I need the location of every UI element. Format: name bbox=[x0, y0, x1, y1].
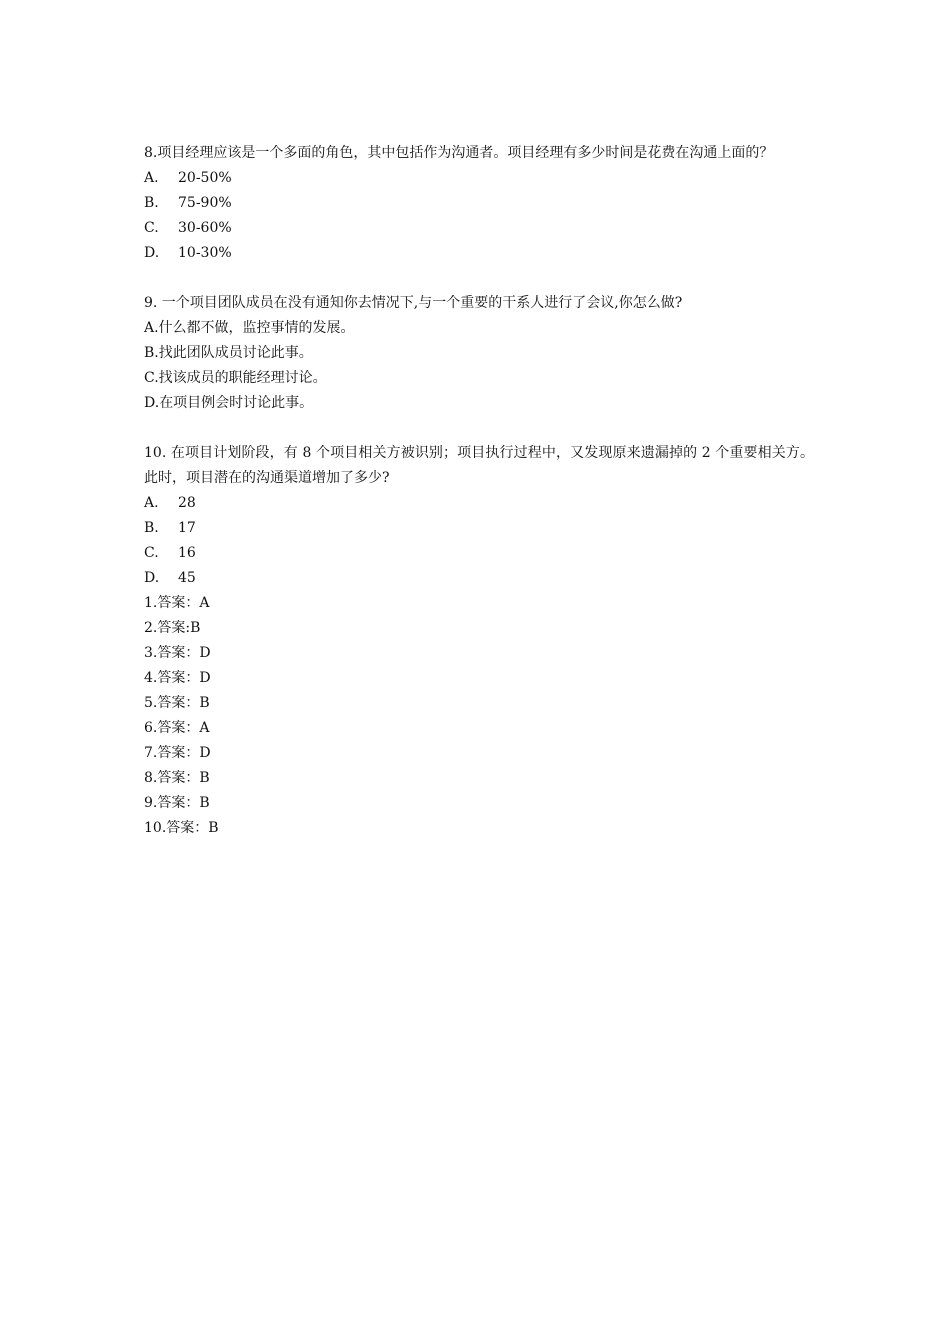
answer-item: 4.答案：D bbox=[144, 670, 211, 686]
answer-item: 10.答案：B bbox=[144, 820, 219, 836]
spacer bbox=[144, 416, 814, 441]
question-stem: 8.项目经理应该是一个多面的角色，其中包括作为沟通者。项目经理有多少时间是花费在沟通上面的？ bbox=[144, 145, 774, 161]
option-a bbox=[144, 316, 814, 341]
option-c bbox=[144, 541, 814, 566]
option-letter: C. bbox=[144, 220, 159, 236]
answer-item: 6.答案：A bbox=[144, 720, 210, 736]
answer-item: 3.答案：D bbox=[144, 645, 211, 661]
question-9 bbox=[144, 291, 814, 416]
option-d bbox=[144, 391, 814, 416]
answer-item: 9.答案：B bbox=[144, 795, 210, 811]
option-d bbox=[144, 241, 814, 266]
option-text: 17 bbox=[178, 520, 196, 536]
option-letter: A. bbox=[144, 170, 159, 186]
option-letter: A. bbox=[144, 495, 159, 511]
option-text: 30-60% bbox=[178, 220, 232, 236]
option-d bbox=[144, 566, 814, 591]
option-text: 16 bbox=[178, 545, 196, 561]
option-c bbox=[144, 216, 814, 241]
option-letter: D. bbox=[144, 245, 160, 261]
question-10 bbox=[144, 441, 814, 591]
question-stem: 10. 在项目计划阶段，有 8 个项目相关方被识别；项目执行过程中，又发现原来遗漏掉的 2 个重要相关方。此时，项目潜在的沟通渠道增加了多少? bbox=[144, 445, 814, 486]
option-text: 28 bbox=[178, 495, 196, 511]
option-letter: C. bbox=[144, 545, 159, 561]
option-c bbox=[144, 366, 814, 391]
option-b bbox=[144, 341, 814, 366]
answer-item: 1.答案：A bbox=[144, 595, 210, 611]
option-letter: B. bbox=[144, 520, 159, 536]
option-letter: D. bbox=[144, 395, 160, 411]
option-letter: B. bbox=[144, 195, 159, 211]
option-a bbox=[144, 491, 814, 516]
answer-item: 5.答案：B bbox=[144, 695, 210, 711]
document-page bbox=[144, 141, 814, 841]
answer-item: 2.答案:B bbox=[144, 620, 201, 636]
question-stem: 9. 一个项目团队成员在没有通知你去情况下,与一个重要的干系人进行了会议,你怎么做? bbox=[144, 295, 683, 311]
answer-item: 7.答案：D bbox=[144, 745, 211, 761]
spacer bbox=[144, 266, 814, 291]
option-text: 10-30% bbox=[178, 245, 232, 261]
option-letter: B. bbox=[144, 345, 159, 361]
option-letter: C. bbox=[144, 370, 159, 386]
option-text: 75-90% bbox=[178, 195, 232, 211]
option-text: 什么都不做，监控事情的发展。 bbox=[158, 320, 355, 336]
option-text: 找该成员的职能经理讨论。 bbox=[158, 370, 327, 386]
option-letter: A. bbox=[144, 320, 159, 336]
option-text: 找此团队成员讨论此事。 bbox=[158, 345, 313, 361]
option-a bbox=[144, 166, 814, 191]
option-b bbox=[144, 191, 814, 216]
option-text: 45 bbox=[178, 570, 196, 586]
option-letter: D. bbox=[144, 570, 160, 586]
option-b bbox=[144, 516, 814, 541]
option-text: 在项目例会时讨论此事。 bbox=[159, 395, 314, 411]
question-8 bbox=[144, 141, 814, 266]
option-text: 20-50% bbox=[178, 170, 232, 186]
answer-key bbox=[144, 591, 814, 841]
answer-item: 8.答案：B bbox=[144, 770, 210, 786]
